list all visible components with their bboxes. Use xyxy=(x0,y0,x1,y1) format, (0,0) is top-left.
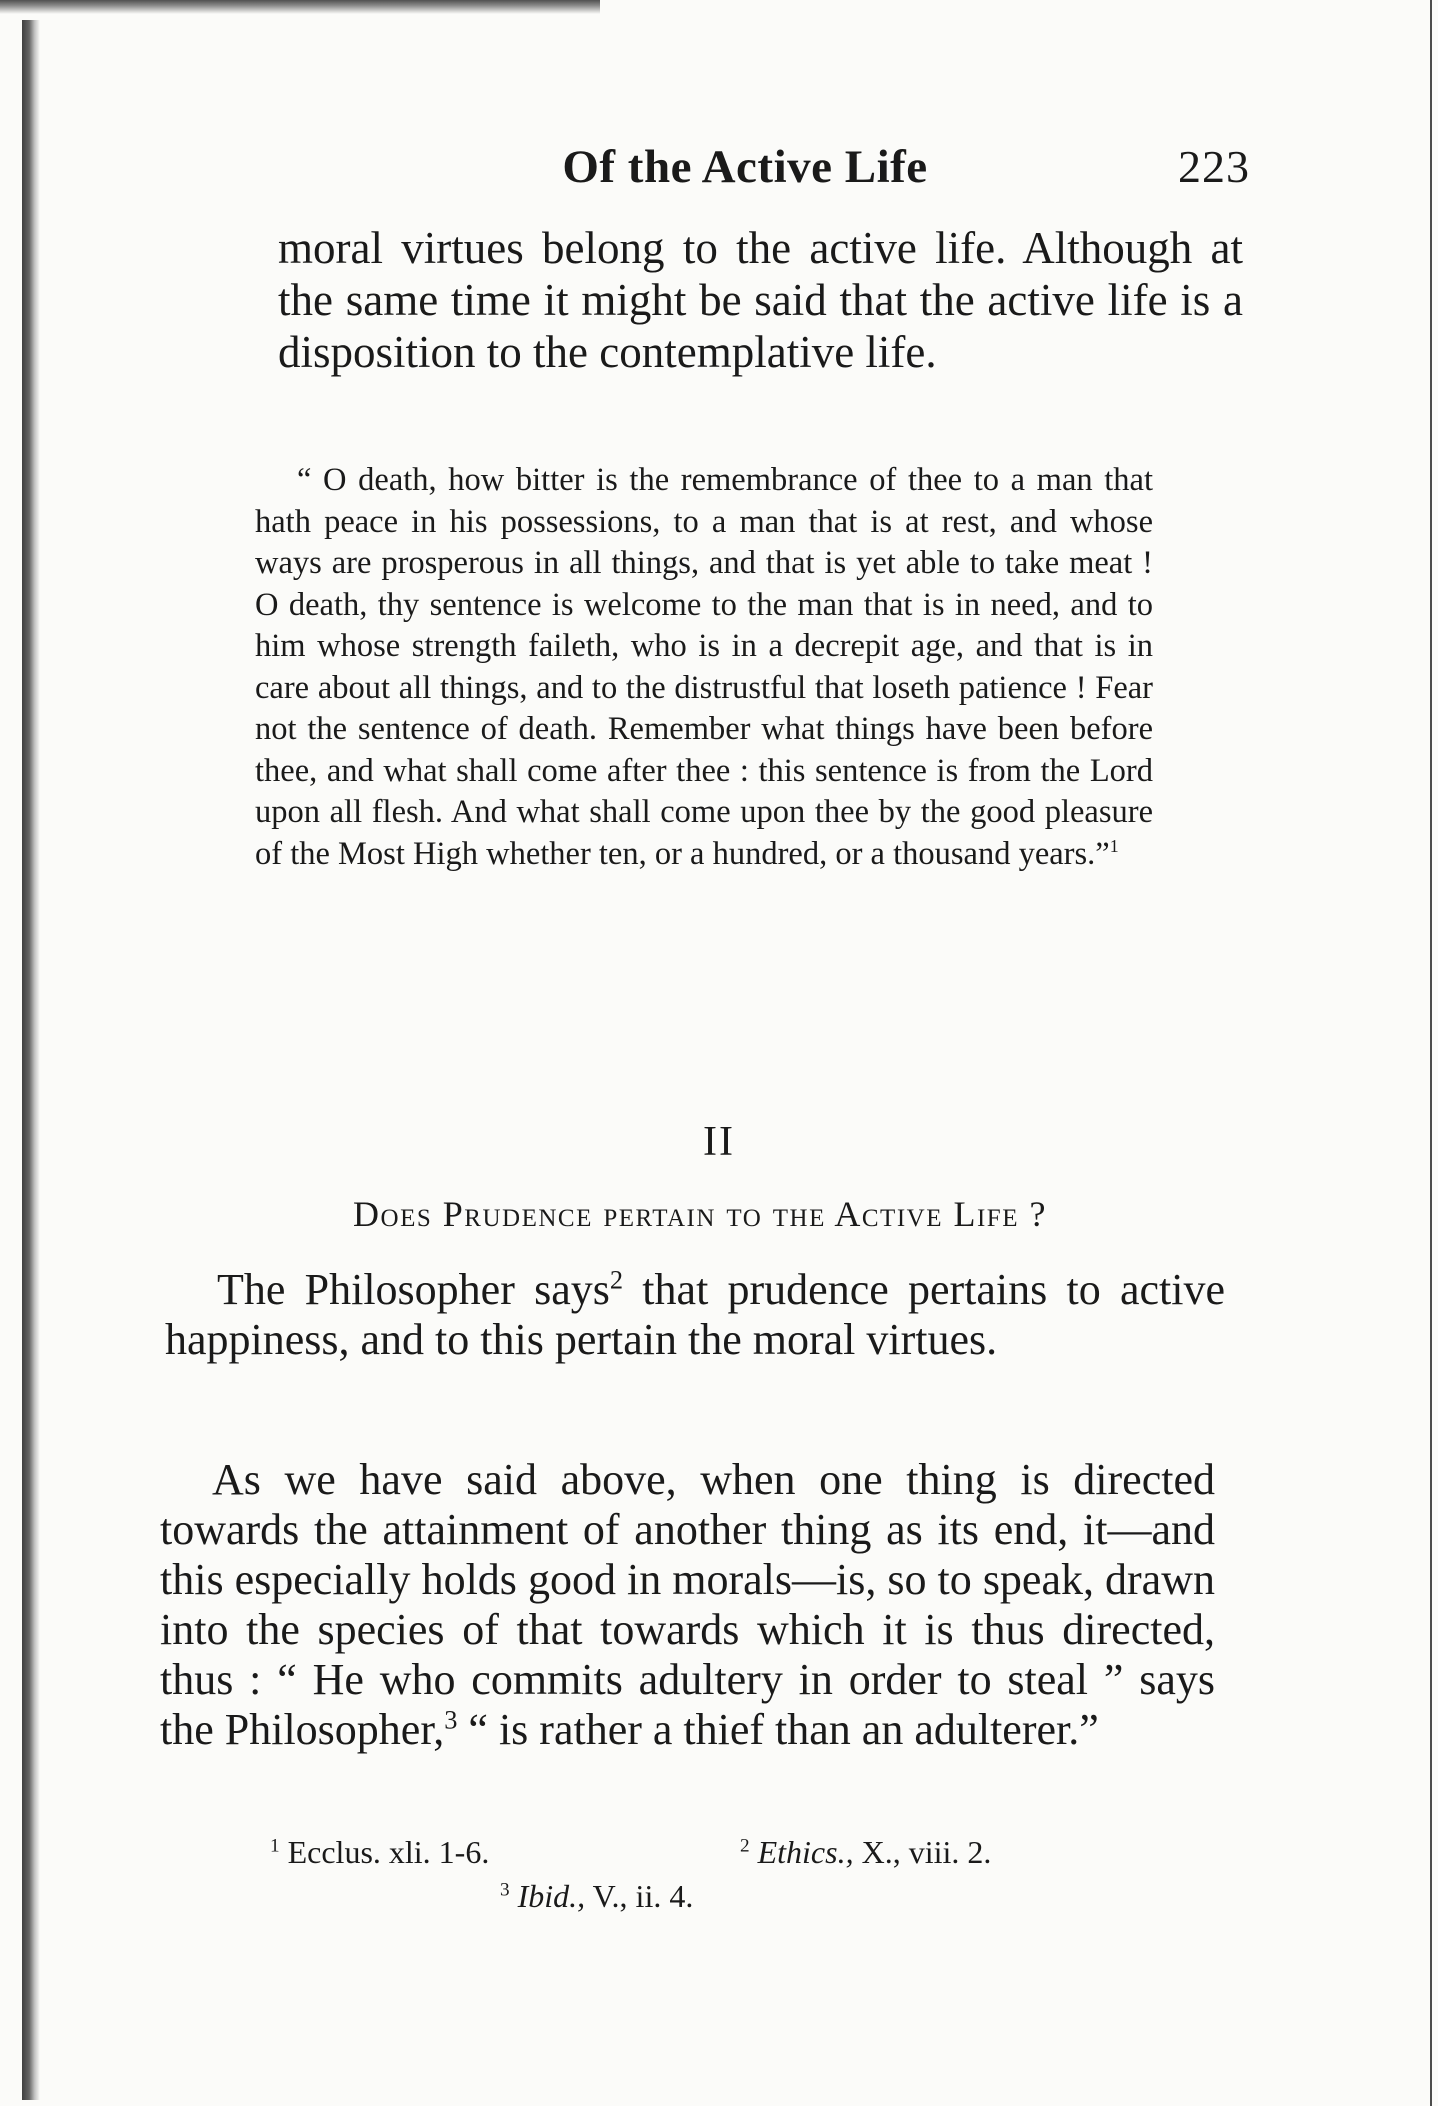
scan-right-edge xyxy=(1430,0,1432,2106)
footnote-3-text: V., ii. 4. xyxy=(585,1878,694,1914)
footnote-2-italic: Ethics., xyxy=(757,1834,854,1870)
running-header xyxy=(160,140,1250,210)
footnotes xyxy=(270,1830,1170,1918)
running-title: Of the Active Life xyxy=(562,141,928,193)
footnote-row xyxy=(270,1830,1170,1874)
footnote-3-italic: Ibid., xyxy=(517,1878,586,1914)
section-question: Does Prudence pertain to the Active Life ? xyxy=(353,1194,1047,1234)
page-number: 223 xyxy=(1178,141,1250,192)
scan-binding-edge xyxy=(22,20,40,2100)
footnote-3-number: 3 xyxy=(500,1879,510,1901)
paragraph-2-text-b: that prudence pertains to active happiness, and to this pertain the moral virtues. xyxy=(165,1265,1226,1364)
quote-text: “ O death, how bitter is the remembrance of thee to a man that hath peace in his possessions, to a man that is at rest, and whose ways are prosperous in all things, and that is yet able to take meat ! O death, thy sentence is welcome to the man that is in need, and to him whose strength faileth, who is in a decrepit age, and that is in care about all things, and to the distrustful that loseth patience ! Fear not the sentence of death. Remember what things have been before thee, and what shall come after thee : this sentence is from the Lord upon all flesh. And what shall come upon thee by the good pleasure of the Most High whether ten, or a hundred, or a thousand years.” xyxy=(255,462,1153,872)
block-quote xyxy=(255,460,1153,875)
scan-top-shadow xyxy=(0,0,600,14)
paragraph-moral-species xyxy=(160,1455,1215,1755)
footnote-ref-1: 1 xyxy=(1109,835,1119,856)
footnote-ref-2: 2 xyxy=(609,1264,624,1295)
footnote-1 xyxy=(270,1830,740,1874)
paragraph-2-text-a: The Philosopher says xyxy=(217,1265,610,1314)
footnote-ref-3: 3 xyxy=(444,1704,458,1735)
paragraph-3-text-a: As we have said above, when one thing is directed towards the attainment of another thing as its end, it—and this especially holds good in morals—is, so to speak, drawn into the species of that towards which it is thus directed, thus : “ He who commits adultery in order to steal ” says the Philosopher, xyxy=(160,1455,1215,1754)
footnote-2 xyxy=(740,1830,991,1874)
section-number: II xyxy=(703,1119,735,1165)
footnote-2-number: 2 xyxy=(740,1835,750,1857)
quote-indent xyxy=(255,462,297,498)
footnote-3 xyxy=(270,1874,1170,1918)
paragraph-3-text-b: “ is rather a thief than an adulterer.” xyxy=(457,1705,1099,1754)
footnote-1-number: 1 xyxy=(270,1835,280,1857)
footnote-2-text: X., viii. 2. xyxy=(853,1834,992,1870)
paragraph-philosopher xyxy=(165,1265,1225,1365)
footnote-1-text: Ecclus. xli. 1-6. xyxy=(287,1834,490,1870)
paragraph-continued: moral virtues belong to the active life. Although at the same time it might be said that the active life is a disposition to the contemplative life. xyxy=(278,223,1243,377)
